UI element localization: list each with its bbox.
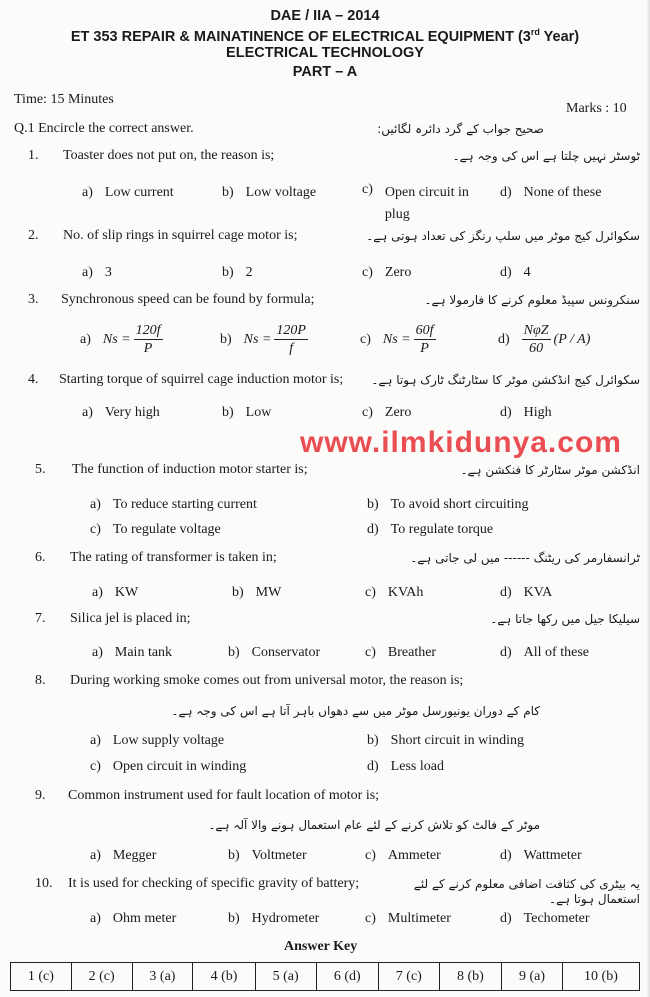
answer-key-cell: 9 (a) — [502, 963, 563, 991]
option-letter: a) — [80, 331, 91, 347]
denominator: 60 — [529, 341, 544, 356]
answer-key-title: Answer Key — [284, 939, 358, 954]
formula — [244, 322, 308, 357]
answer-key-cell: 2 (c) — [71, 963, 132, 991]
option-text-line: Conservator — [251, 645, 321, 660]
answer-option[interactable] — [82, 262, 112, 284]
option-letter: d) — [500, 185, 512, 200]
formula — [103, 322, 163, 357]
answer-option[interactable] — [500, 642, 589, 664]
answer-key-cell: 1 (c) — [11, 963, 72, 991]
subject-title: ELECTRICAL TECHNOLOGY — [226, 45, 424, 61]
answer-option[interactable] — [220, 322, 308, 357]
option-letter: a) — [90, 733, 101, 748]
option-text — [113, 845, 157, 867]
option-text-line: KVAh — [387, 585, 424, 600]
denominator: f — [289, 341, 294, 356]
question-text: The rating of transformer is taken in; — [70, 550, 277, 565]
option-text-line: Wattmeter — [523, 848, 582, 863]
option-letter: a) — [82, 405, 93, 420]
formula-suffix: (P / A) — [553, 331, 591, 347]
option-text-line: KW — [114, 585, 139, 600]
option-text — [115, 642, 172, 664]
question-text-urdu: سکوائرل کیج انڈکشن موٹر کا سٹارٹنگ ٹارک ہوتا ہے۔ — [371, 373, 640, 387]
option-text — [252, 642, 320, 664]
option-text-line: Main tank — [114, 645, 173, 660]
option-text-line: Megger — [112, 848, 157, 863]
answer-key-cell: 8 (b) — [439, 963, 501, 991]
option-letter: d) — [367, 522, 379, 537]
question-text-urdu: انڈکشن موٹر سٹارٹر کا فنکشن ہے۔ — [460, 463, 640, 477]
part-title: PART – A — [292, 64, 358, 80]
numerator: 120P — [276, 323, 306, 338]
course-title-sup: rd — [530, 27, 540, 37]
answer-key-cell: 3 (a) — [132, 963, 193, 991]
option-letter: a) — [90, 497, 101, 512]
formula-lhs: Ns = — [243, 331, 272, 347]
answer-option[interactable] — [90, 519, 221, 541]
option-text — [391, 756, 444, 778]
answer-option[interactable] — [362, 402, 411, 424]
option-letter: b) — [228, 848, 240, 863]
option-letter: c) — [365, 911, 376, 926]
answer-key-table — [10, 962, 640, 991]
option-text-line: Less load — [390, 759, 444, 774]
answer-option[interactable] — [228, 908, 319, 930]
answer-option[interactable] — [222, 402, 271, 424]
option-text-line: Ammeter — [387, 848, 441, 863]
answer-option[interactable] — [90, 756, 246, 778]
question-text-urdu: کام کے دوران یونیورسل موٹر میں سے دھواں باہر آتا ہے اس کی وجہ ہے۔ — [171, 704, 540, 718]
option-letter: d) — [500, 585, 512, 600]
option-letter: b) — [222, 405, 234, 420]
marks-label: Marks : 10 — [566, 101, 627, 116]
question-text: Common instrument used for fault location of motor is; — [68, 788, 380, 803]
option-letter: b) — [222, 185, 234, 200]
fraction — [414, 322, 436, 357]
option-text-line: Low current — [104, 185, 174, 200]
denominator: P — [420, 341, 429, 356]
numerator: 60f — [415, 323, 434, 338]
question-text-urdu: ٹوسٹر نہیں چلتا ہے اس کی وجہ ہے۔ — [452, 149, 640, 163]
answer-option[interactable] — [367, 494, 529, 516]
option-text — [113, 730, 224, 752]
question-number: 8. — [35, 673, 46, 688]
answer-option[interactable] — [80, 322, 163, 357]
option-letter: a) — [82, 185, 93, 200]
option-text-line: All of these — [523, 645, 589, 660]
option-letter: c) — [362, 265, 373, 280]
option-letter: c) — [365, 848, 376, 863]
option-letter: d) — [500, 405, 512, 420]
option-text-line: High — [523, 405, 552, 420]
answer-option[interactable] — [500, 845, 582, 867]
option-text — [388, 845, 441, 867]
option-letter: d) — [500, 265, 512, 280]
question-number: 6. — [35, 550, 46, 565]
option-letter: a) — [92, 645, 103, 660]
option-text-line: To regulate torque — [390, 522, 494, 537]
question-number: 5. — [35, 462, 46, 477]
option-letter: a) — [90, 848, 101, 863]
answer-option[interactable] — [90, 908, 176, 930]
option-text — [105, 182, 174, 204]
option-text — [105, 402, 160, 424]
option-letter: c) — [90, 759, 101, 774]
option-text-line: Low voltage — [245, 185, 317, 200]
option-text-line: 3 — [104, 265, 112, 280]
option-text — [115, 582, 138, 604]
fraction — [134, 322, 163, 357]
answer-option[interactable] — [228, 845, 307, 867]
answer-option[interactable] — [367, 756, 444, 778]
option-letter: a) — [90, 911, 101, 926]
question-text-urdu: ٹرانسفارمر کی ریٹنگ ------ میں لی جاتی ہے۔ — [410, 551, 640, 565]
question-text-urdu: یہ بیٹری کی کثافت اضافی معلوم کرنے کے لئے استعمال ہوتا ہے۔ — [413, 877, 640, 906]
formula-lhs: Ns = — [102, 331, 131, 347]
answer-option[interactable] — [500, 182, 601, 204]
option-text — [256, 582, 282, 604]
question-text-urdu: موٹر کے فالٹ کو تلاش کرنے کے لئے عام استعمال ہونے والا آلہ ہے۔ — [208, 818, 540, 832]
answer-option[interactable] — [500, 402, 552, 424]
option-text-line: 2 — [245, 265, 253, 280]
option-letter: b) — [220, 331, 232, 347]
answer-option[interactable] — [82, 402, 160, 424]
option-text-line: Zero — [384, 405, 412, 420]
answer-key-cell: 5 (a) — [255, 963, 316, 991]
option-text — [252, 845, 307, 867]
option-text — [391, 519, 493, 541]
question-text-urdu: سیلیکا جیل میں رکھا جاتا ہے۔ — [490, 612, 640, 626]
option-text-line: Open circuit in — [384, 185, 469, 200]
answer-option[interactable] — [232, 582, 281, 604]
option-text — [524, 845, 582, 867]
question-text: During working smoke comes out from universal motor, the reason is; — [70, 673, 464, 688]
question-text: It is used for checking of specific gravity of battery; — [68, 876, 360, 891]
course-title-end: Year) — [539, 28, 580, 45]
option-text-line: Low — [245, 405, 272, 420]
answer-option[interactable] — [82, 182, 174, 204]
option-letter: c) — [90, 522, 101, 537]
option-text-line: Breather — [387, 645, 437, 660]
answer-option[interactable] — [90, 845, 156, 867]
option-letter: b) — [232, 585, 244, 600]
question-heading-urdu: صحیح جواب کے گرد دائرہ لگائیں: — [377, 122, 544, 136]
formula-lhs: Ns = — [382, 331, 411, 347]
answer-key-cell: 7 (c) — [378, 963, 439, 991]
option-letter: b) — [228, 911, 240, 926]
option-text — [246, 182, 316, 204]
option-letter: c) — [362, 182, 373, 197]
option-text — [385, 182, 469, 226]
course-title-text: ET 353 REPAIR & MAINATINENCE OF ELECTRICAL EQUIPMENT (3 — [70, 28, 531, 45]
option-text-line: Zero — [384, 265, 412, 280]
option-text — [388, 908, 451, 930]
option-text — [391, 730, 524, 752]
option-text-line: Low supply voltage — [112, 733, 225, 748]
answer-option[interactable] — [500, 582, 552, 604]
answer-option[interactable] — [498, 322, 590, 357]
question-text: The function of induction motor starter is; — [72, 462, 308, 477]
question-number: 2. — [28, 228, 39, 243]
option-letter: b) — [222, 265, 234, 280]
option-letter: c) — [362, 405, 373, 420]
time-label: Time: 15 Minutes — [14, 92, 114, 107]
question-text: Synchronous speed can be found by formula; — [61, 292, 315, 307]
option-text-line: Short circuit in winding — [390, 733, 525, 748]
option-text-line: To reduce starting current — [112, 497, 257, 512]
answer-option[interactable] — [362, 182, 469, 226]
option-text-line: Very high — [104, 405, 160, 420]
answer-key-cell: 4 (b) — [193, 963, 255, 991]
option-text-line: plug — [384, 207, 410, 222]
option-letter: c) — [365, 645, 376, 660]
option-text-line: None of these — [523, 185, 602, 200]
option-text-line: Techometer — [523, 911, 590, 926]
option-text — [113, 756, 246, 778]
option-text — [524, 402, 552, 424]
answer-option[interactable] — [92, 642, 172, 664]
option-letter: c) — [365, 585, 376, 600]
option-text-line: Ohm meter — [112, 911, 177, 926]
answer-key-cell: 6 (d) — [316, 963, 378, 991]
option-letter: c) — [360, 331, 371, 347]
option-letter: b) — [228, 645, 240, 660]
question-number: 3. — [28, 292, 39, 307]
option-text-line: To regulate voltage — [112, 522, 221, 537]
answer-option[interactable] — [500, 262, 531, 284]
option-text-line: Multimeter — [387, 911, 451, 926]
question-number: 7. — [35, 611, 46, 626]
answer-option[interactable] — [222, 182, 316, 204]
scan-edge — [646, 0, 650, 997]
question-number: 9. — [35, 788, 46, 803]
option-text-line: Voltmeter — [251, 848, 307, 863]
option-text — [391, 494, 529, 516]
answer-key-cell: 10 (b) — [562, 963, 639, 991]
option-text-line: MW — [255, 585, 282, 600]
option-text — [388, 642, 436, 664]
answer-option[interactable] — [365, 845, 441, 867]
option-text — [385, 402, 411, 424]
formula — [522, 322, 591, 357]
option-letter: d) — [500, 911, 512, 926]
exam-code: DAE / IIA – 2014 — [270, 8, 380, 24]
option-text — [524, 642, 589, 664]
formula — [383, 322, 436, 357]
answer-option[interactable] — [222, 262, 253, 284]
option-text — [252, 908, 320, 930]
option-text — [105, 262, 112, 284]
denominator: P — [143, 341, 153, 356]
option-text — [524, 582, 553, 604]
watermark: www.ilmkidunya.com — [300, 426, 622, 459]
option-text-line: Open circuit in winding — [112, 759, 247, 774]
option-text-line: Hydrometer — [251, 911, 320, 926]
option-text — [524, 182, 602, 204]
option-text — [113, 908, 176, 930]
answer-option[interactable] — [365, 908, 451, 930]
option-text — [385, 262, 411, 284]
question-number: 4. — [28, 372, 39, 387]
course-title — [0, 27, 650, 45]
option-letter: a) — [82, 265, 93, 280]
question-heading: Q.1 Encircle the correct answer. — [14, 121, 194, 136]
option-text — [113, 494, 257, 516]
option-text — [388, 582, 424, 604]
option-letter: d) — [367, 759, 379, 774]
option-text-line: To avoid short circuiting — [390, 497, 529, 512]
question-number: 1. — [28, 148, 39, 163]
answer-option[interactable] — [90, 494, 257, 516]
fraction — [274, 322, 308, 357]
question-text: Starting torque of squirrel cage induction motor is; — [59, 372, 344, 387]
option-text-line: KVA — [523, 585, 553, 600]
answer-option[interactable] — [360, 322, 436, 357]
answer-option[interactable] — [90, 730, 224, 752]
answer-option[interactable] — [92, 582, 138, 604]
option-letter: d) — [498, 331, 510, 347]
option-text — [524, 262, 531, 284]
option-text — [246, 262, 253, 284]
option-letter: b) — [367, 733, 379, 748]
option-letter: d) — [500, 848, 512, 863]
answer-option[interactable] — [365, 582, 423, 604]
option-text — [113, 519, 221, 541]
option-letter: d) — [500, 645, 512, 660]
question-text-urdu: سکوائرل کیج موٹر میں سلپ رنگز کی تعداد ہوتی ہے۔ — [366, 229, 640, 243]
question-text: Toaster does not put on, the reason is; — [63, 148, 275, 163]
fraction — [522, 322, 551, 357]
answer-option[interactable] — [362, 262, 411, 284]
answer-option[interactable] — [365, 642, 436, 664]
option-text — [524, 908, 590, 930]
numerator: NφZ — [523, 323, 549, 338]
answer-option[interactable] — [500, 908, 590, 930]
option-text — [246, 402, 272, 424]
answer-option[interactable] — [228, 642, 320, 664]
question-text-urdu: سنکرونس سپیڈ معلوم کرنے کا فارمولا ہے۔ — [424, 293, 640, 307]
option-text-line: 4 — [523, 265, 531, 280]
option-letter: a) — [92, 585, 103, 600]
answer-option[interactable] — [367, 730, 524, 752]
option-letter: b) — [367, 497, 379, 512]
answer-option[interactable] — [367, 519, 493, 541]
numerator: 120f — [135, 323, 161, 338]
question-text: Silica jel is placed in; — [70, 611, 191, 626]
question-text: No. of slip rings in squirrel cage motor is; — [63, 228, 298, 243]
question-number: 10. — [35, 876, 53, 891]
